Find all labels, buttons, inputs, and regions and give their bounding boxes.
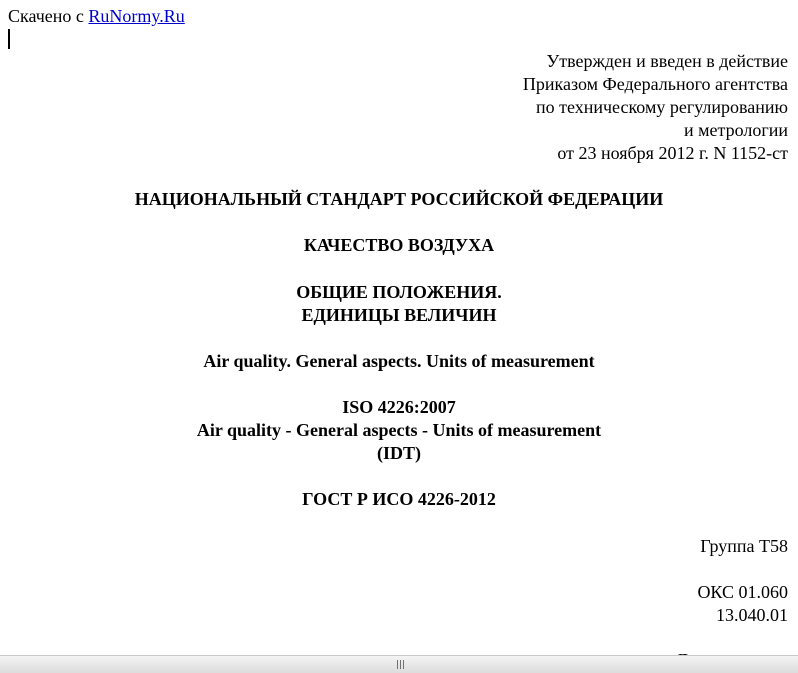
approval-line: Приказом Федерального агентства bbox=[522, 74, 788, 94]
approval-line: Утвержден и введен в действие bbox=[546, 51, 788, 71]
idt-label: (IDT) bbox=[377, 443, 421, 463]
approval-line: по техническому регулированию bbox=[535, 97, 788, 117]
horizontal-scrollbar[interactable] bbox=[0, 655, 798, 673]
air-quality-title: КАЧЕСТВО ВОЗДУХА bbox=[303, 235, 495, 255]
oks-code-2: 13.040.01 bbox=[716, 605, 788, 625]
runormy-link[interactable]: RuNormy.Ru bbox=[88, 6, 185, 26]
iso-number: ISO 4226:2007 bbox=[342, 397, 456, 417]
downloaded-label: Скачено с bbox=[8, 6, 84, 26]
english-title: Air quality. General aspects. Units of measurement bbox=[203, 351, 595, 371]
general-provisions-title: ОБЩИЕ ПОЛОЖЕНИЯ. bbox=[296, 282, 502, 302]
oks-code-1: ОКС 01.060 bbox=[697, 582, 788, 602]
grip-icon[interactable] bbox=[390, 660, 410, 669]
approval-line: и метрологии bbox=[684, 120, 788, 140]
download-source-line bbox=[8, 5, 185, 27]
approval-line: от 23 ноября 2012 г. N 1152-ст bbox=[557, 143, 788, 163]
units-title: ЕДИНИЦЫ ВЕЛИЧИН bbox=[301, 305, 497, 325]
gost-number: ГОСТ Р ИСО 4226-2012 bbox=[302, 489, 496, 509]
iso-title: Air quality - General aspects - Units of measurement bbox=[196, 420, 602, 440]
national-standard-title: НАЦИОНАЛЬНЫЙ СТАНДАРТ РОССИЙСКОЙ ФЕДЕРАЦИИ bbox=[134, 189, 664, 209]
group-code: Группа Т58 bbox=[700, 536, 788, 556]
approval-block bbox=[523, 50, 788, 165]
text-cursor bbox=[8, 29, 10, 49]
